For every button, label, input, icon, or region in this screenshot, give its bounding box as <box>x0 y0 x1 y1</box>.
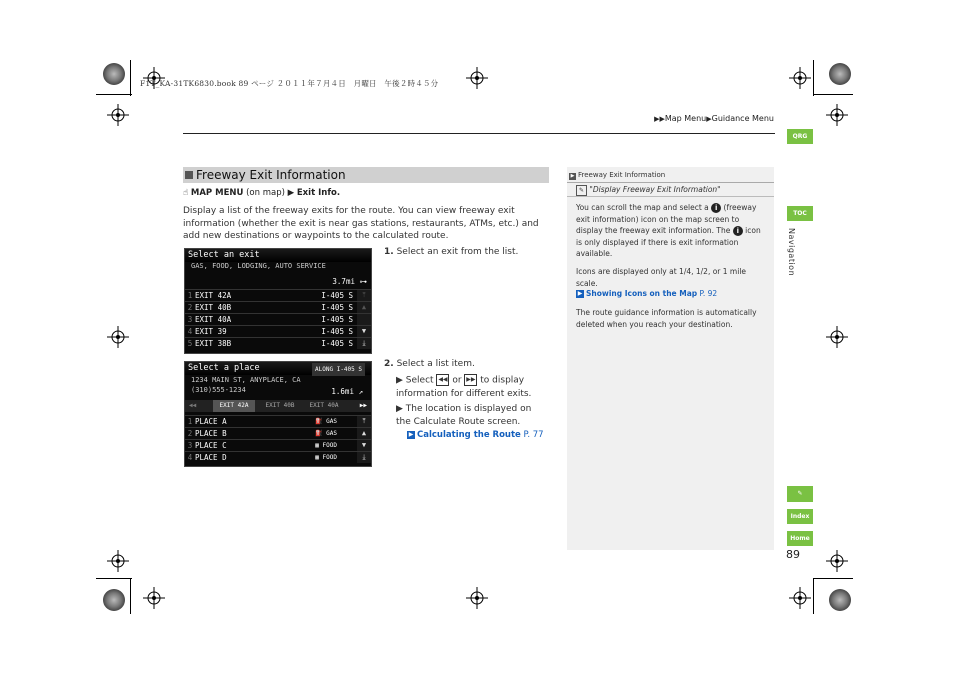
row-number: 4 <box>187 453 193 462</box>
page-number: 89 <box>786 548 800 561</box>
breadcrumb-guidance-menu[interactable]: Guidance Menu <box>711 114 774 123</box>
calculating-route-link[interactable] <box>407 429 544 442</box>
scroll-bottom-icon[interactable]: ⤓ <box>357 337 371 349</box>
step-2-bullet-2 <box>396 403 548 429</box>
exit-road: I-405 S <box>321 303 353 312</box>
breadcrumb-separator: ▶ <box>706 115 712 123</box>
step-number: 1. <box>384 247 394 257</box>
scroll-blank <box>357 313 371 325</box>
place-row[interactable] <box>185 439 357 451</box>
place-row[interactable] <box>185 451 357 463</box>
crop-mark <box>96 94 132 95</box>
distance-readout <box>331 387 363 396</box>
place-type <box>315 440 337 451</box>
crop-mark <box>130 578 131 614</box>
link-page[interactable]: P. 92 <box>699 289 718 298</box>
place-type <box>315 416 337 427</box>
gas-icon: ⛽ <box>315 430 323 437</box>
scroll-down-icon[interactable]: ▼ <box>357 325 371 337</box>
tab-qrg[interactable]: QRG <box>787 129 813 144</box>
exit-name: EXIT 42A <box>195 291 232 300</box>
prev-exit-icon[interactable]: ◀◀ <box>189 402 197 409</box>
distance-readout <box>332 277 367 286</box>
exit-name: EXIT 40A <box>195 315 232 324</box>
section-square-icon <box>185 171 193 179</box>
arrow-right-icon: ▶ <box>396 375 403 386</box>
registration-disc-icon <box>829 63 851 85</box>
gas-icon: ⛽ <box>315 418 323 425</box>
link-page[interactable]: P. 77 <box>523 430 544 440</box>
crosshair-icon <box>107 326 129 348</box>
crosshair-icon <box>107 550 129 572</box>
breadcrumb-map-menu[interactable]: Map Menu <box>664 114 707 123</box>
crosshair-icon <box>143 587 165 609</box>
section-side-label: Navigation <box>787 228 796 277</box>
note-paragraph-3: The route guidance information is automatically deleted when you reach your destination. <box>576 308 757 329</box>
note-header-text: Freeway Exit Information <box>578 171 666 179</box>
crop-mark <box>96 578 132 579</box>
exit-road: I-405 S <box>321 291 353 300</box>
place-type-text: GAS <box>326 430 337 437</box>
row-number: 1 <box>187 291 193 300</box>
place-name: PLACE A <box>195 417 227 426</box>
note-text-mid: (freeway exit information) icon on the map screen to display the freeway exit information. The <box>576 203 757 235</box>
arrow-right-icon: ▶ <box>396 404 403 414</box>
exit-row[interactable] <box>185 337 357 349</box>
file-info-header: F1T_KA-31TK6830.book 89 ページ ２０１１年７月４日 月曜日 午後２時４５分 <box>140 79 439 88</box>
screen-title-text: Select a place <box>188 363 260 373</box>
step-1 <box>384 246 518 259</box>
select-place-screen <box>184 361 372 467</box>
exit-name: EXIT 39 <box>195 327 227 336</box>
crosshair-icon <box>789 67 811 89</box>
note-text-pre: You can scroll the map and select a <box>576 203 709 212</box>
crop-mark <box>813 578 853 579</box>
scroll-top-icon[interactable]: ⤒ <box>357 289 371 301</box>
distance-value: 3.7mi <box>332 277 355 286</box>
link-text[interactable]: Showing Icons on the Map <box>586 289 698 298</box>
voice-command-icon: ✎ <box>576 185 587 196</box>
place-type <box>315 452 337 463</box>
link-text[interactable]: Calculating the Route <box>417 430 521 440</box>
tab-voice-command[interactable] <box>787 486 813 502</box>
row-number: 3 <box>187 441 193 450</box>
registration-disc-icon <box>103 589 125 611</box>
step-2 <box>384 358 475 371</box>
rewind-button-icon: ◀◀ <box>436 374 449 386</box>
place-row[interactable] <box>185 427 357 439</box>
header-rule <box>183 133 775 134</box>
menu-path-exit-info: Exit Info. <box>296 188 341 198</box>
tab-exit-40a[interactable]: EXIT 40A <box>309 402 339 409</box>
step-2-bullet-1 <box>396 374 548 401</box>
row-number: 2 <box>187 303 193 312</box>
row-number: 3 <box>187 315 193 324</box>
scroll-top-icon[interactable]: ⤒ <box>357 415 371 427</box>
row-number: 4 <box>187 327 193 336</box>
info-icon: i <box>733 226 743 236</box>
crop-mark <box>813 578 814 614</box>
exit-row[interactable] <box>185 313 357 325</box>
intro-paragraph: Display a list of the freeway exits for the route. You can view freeway exit information (whether the exit is near gas stations, restaurants, ATMs, etc.) and add new destinations or waypoints to the calculated route. <box>183 206 539 241</box>
note-marker-icon: ▶ <box>570 173 575 179</box>
note-text-post: icon is only displayed if there is exit information available. <box>576 226 761 258</box>
next-exit-icon[interactable]: ▶▶ <box>359 402 367 409</box>
crop-mark <box>813 60 814 96</box>
select-exit-screen <box>184 248 372 354</box>
place-type-text: FOOD <box>322 454 337 461</box>
step-text: Select a list item. <box>396 359 475 369</box>
menu-path-context: (on map) <box>246 188 285 198</box>
along-label: ALONG <box>315 366 334 373</box>
link-arrow-icon: ▶ <box>577 290 583 297</box>
step-number: 2. <box>384 359 394 369</box>
screen-title <box>185 362 371 375</box>
breadcrumb <box>654 114 774 123</box>
arrow-right-icon: ▶ <box>287 188 295 198</box>
crosshair-icon <box>826 550 848 572</box>
breadcrumb-arrows: ▶▶ <box>654 115 665 123</box>
exit-road: I-405 S <box>321 339 353 348</box>
voice-command-icon: ✎ <box>797 490 803 497</box>
note-paragraph-1 <box>576 202 768 260</box>
exit-name: EXIT 38B <box>195 339 232 348</box>
exit-name: EXIT 40B <box>195 303 232 312</box>
tab-toc[interactable]: TOC <box>787 206 813 221</box>
exit-row[interactable] <box>185 289 357 301</box>
crosshair-icon <box>466 67 488 89</box>
step-text: Select an exit from the list. <box>396 247 519 257</box>
exit-road: I-405 S <box>321 315 353 324</box>
screen-subtitle: GAS, FOOD, LODGING, AUTO SERVICE <box>191 262 326 270</box>
voice-command-line <box>576 184 721 196</box>
direction-arrow-icon: ⊶ <box>359 277 367 286</box>
hand-icon: ☝ <box>183 188 189 198</box>
crosshair-icon <box>826 326 848 348</box>
menu-path <box>183 188 340 198</box>
crop-mark <box>130 60 131 96</box>
tab-index[interactable]: Index <box>787 509 813 524</box>
tab-home[interactable]: Home <box>787 531 813 546</box>
scroll-down-icon[interactable]: ▼ <box>357 439 371 451</box>
note-paragraph-2: Icons are displayed only at 1/4, 1/2, or 1 mile scale. <box>576 267 747 288</box>
link-arrow-icon: ▶ <box>408 430 414 438</box>
scroll-bottom-icon[interactable]: ⤓ <box>357 451 371 463</box>
direction-arrow-icon: ↗ <box>358 387 363 396</box>
registration-disc-icon <box>103 63 125 85</box>
exit-tab-bar <box>185 400 371 412</box>
tab-exit-42a[interactable]: EXIT 42A <box>213 400 255 412</box>
screen-title: Select an exit <box>185 249 371 262</box>
scroll-up-icon[interactable]: ▲ <box>357 427 371 439</box>
bullet-text-pre: Select <box>405 375 434 386</box>
note-header <box>567 168 774 183</box>
place-row[interactable] <box>185 415 357 427</box>
tab-exit-40b[interactable]: EXIT 40B <box>265 402 295 409</box>
info-icon: i <box>711 203 721 213</box>
bullet-text-or: or <box>452 375 462 386</box>
place-address: 1234 MAIN ST, ANYPLACE, CA <box>191 376 301 384</box>
section-title-text: Freeway Exit Information <box>196 168 346 182</box>
voice-command-text: "Display Freeway Exit Information" <box>589 185 721 194</box>
row-number: 2 <box>187 429 193 438</box>
note-divider <box>567 196 774 197</box>
registration-disc-icon <box>829 589 851 611</box>
place-name: PLACE B <box>195 429 227 438</box>
exit-row[interactable] <box>185 325 357 337</box>
food-icon: ▦ <box>315 454 319 461</box>
crosshair-icon <box>107 104 129 126</box>
menu-path-map-menu: MAP MENU <box>190 188 244 198</box>
showing-icons-link[interactable] <box>576 288 717 300</box>
place-type-text: FOOD <box>322 442 337 449</box>
crosshair-icon <box>826 104 848 126</box>
food-icon: ▦ <box>315 442 319 449</box>
exit-road: I-405 S <box>321 327 353 336</box>
place-name: PLACE D <box>195 453 227 462</box>
row-number: 5 <box>187 339 193 348</box>
place-type <box>315 428 337 439</box>
crop-mark <box>813 94 853 95</box>
section-title <box>183 167 549 183</box>
scroll-up-icon[interactable]: ▲ <box>357 301 371 313</box>
row-number: 1 <box>187 417 193 426</box>
bullet-text-post: to display information for different exits. <box>396 375 532 399</box>
fast-forward-button-icon: ▶▶ <box>464 374 477 386</box>
exit-row[interactable] <box>185 301 357 313</box>
place-phone: (310)555-1234 <box>191 386 246 394</box>
distance-value: 1.6mi <box>331 387 354 396</box>
place-type-text: GAS <box>326 418 337 425</box>
bullet-text: The location is displayed on the Calculate Route screen. <box>396 404 532 427</box>
along-road: I-405 S <box>336 366 362 373</box>
place-name: PLACE C <box>195 441 227 450</box>
along-road-badge <box>312 363 365 376</box>
crosshair-icon <box>466 587 488 609</box>
crosshair-icon <box>789 587 811 609</box>
